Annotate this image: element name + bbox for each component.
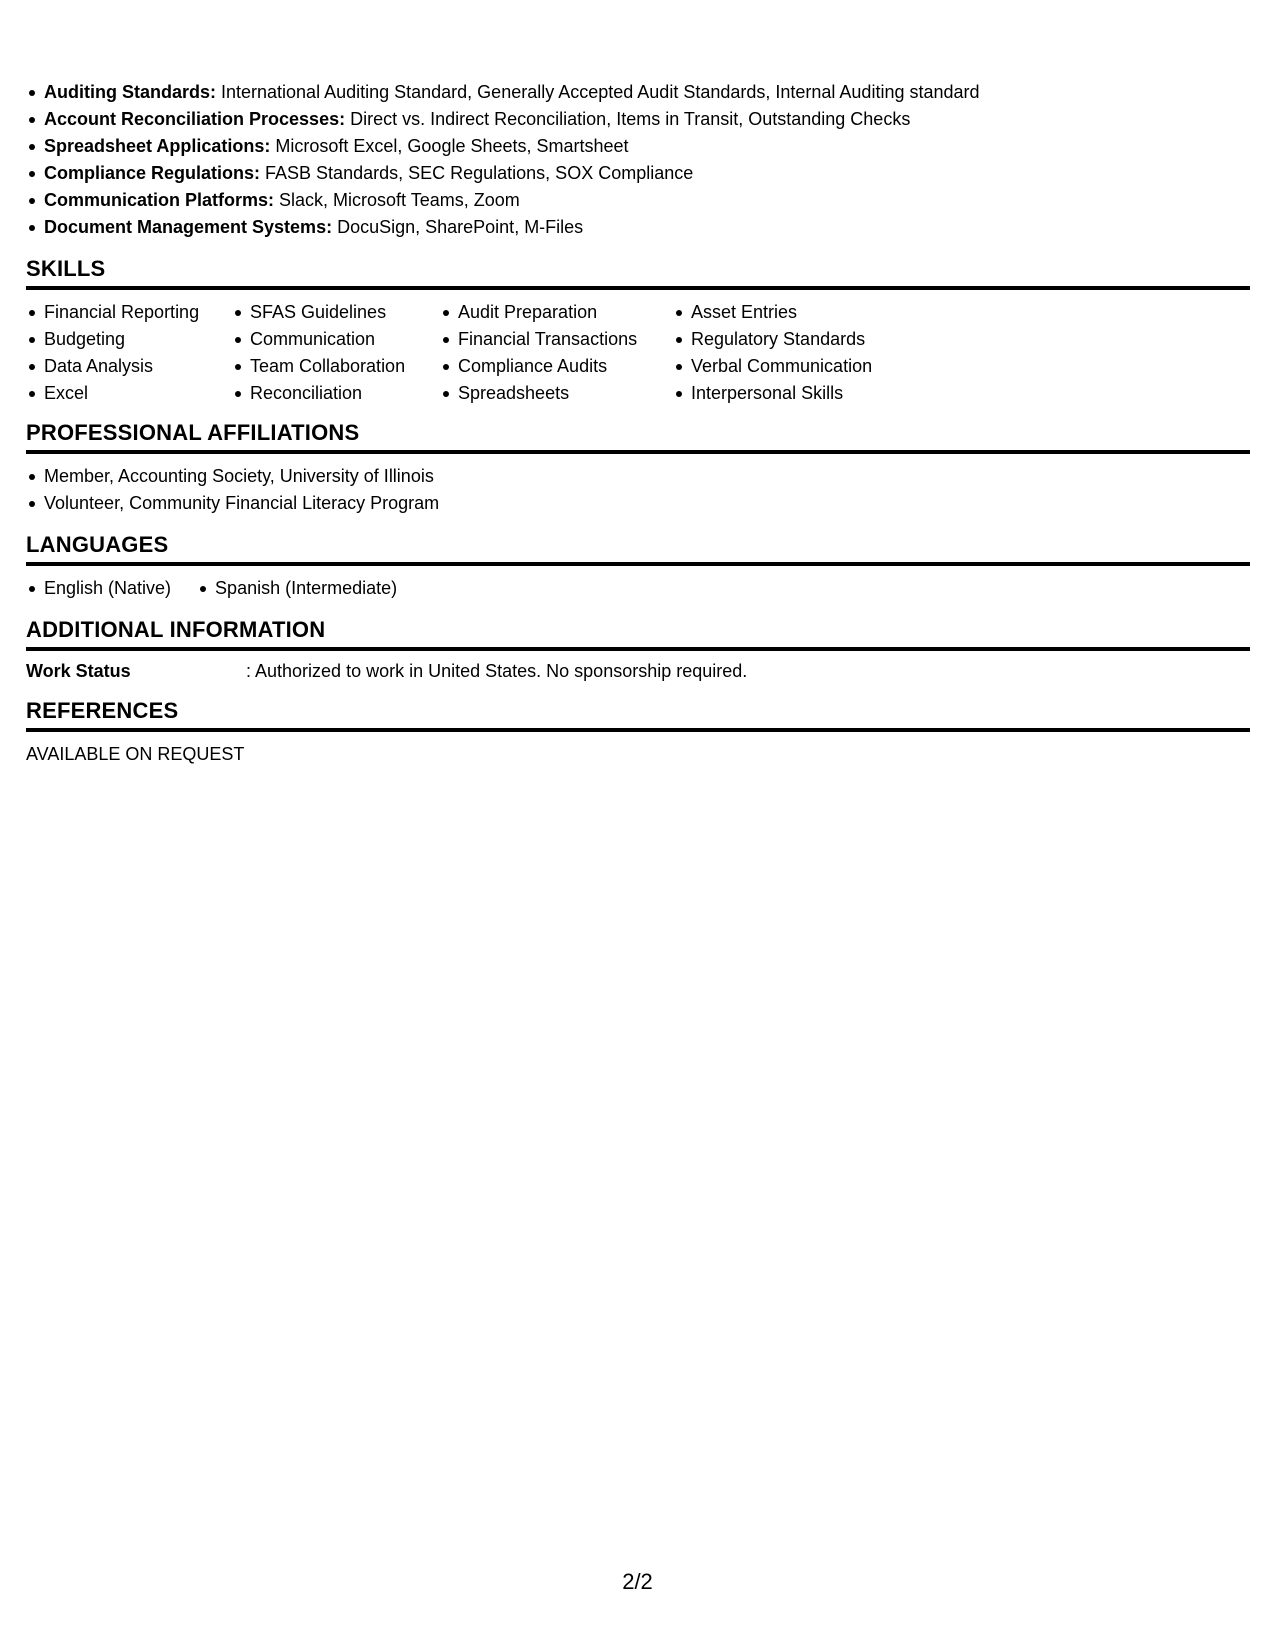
affiliation-item: Member, Accounting Society, University of Illinois (26, 463, 439, 490)
tool-value: Direct vs. Indirect Reconciliation, Items in Transit, Outstanding Checks (345, 109, 911, 129)
work-status-value: : Authorized to work in United States. No sponsorship required. (246, 661, 748, 681)
page-number: 2/2 (622, 1569, 653, 1594)
tools-list (26, 79, 980, 241)
skills-column (440, 299, 673, 407)
skill-item: Data Analysis (26, 353, 232, 380)
tool-item-compliance-regulations (26, 160, 980, 187)
skills-column (673, 299, 913, 407)
tool-value: FASB Standards, SEC Regulations, SOX Compliance (260, 163, 694, 183)
tool-value: International Auditing Standard, Generally Accepted Audit Standards, Internal Auditing standard (216, 82, 980, 102)
skill-item: Communication (232, 326, 440, 353)
tool-label: Auditing Standards: (44, 82, 216, 102)
language-item: Spanish (Intermediate) (197, 575, 397, 602)
skills-grid (26, 299, 913, 407)
skill-item: Excel (26, 380, 232, 407)
section-title-affiliations: PROFESSIONAL AFFILIATIONS (26, 420, 1250, 454)
skills-column (26, 299, 232, 407)
work-status-row (26, 658, 747, 685)
affiliations-list (26, 463, 439, 517)
tool-item-auditing-standards (26, 79, 980, 106)
tool-label: Communication Platforms: (44, 190, 275, 210)
tool-value: Microsoft Excel, Google Sheets, Smartsheet (270, 136, 629, 156)
tool-label: Spreadsheet Applications: (44, 136, 271, 156)
section-title-skills: SKILLS (26, 256, 1250, 290)
skill-item: Financial Transactions (440, 326, 673, 353)
skill-item: Asset Entries (673, 299, 913, 326)
tool-item-communication-platforms (26, 187, 980, 214)
tool-item-spreadsheet-applications (26, 133, 980, 160)
skill-item: Compliance Audits (440, 353, 673, 380)
language-item: English (Native) (26, 575, 171, 602)
work-status-label: Work Status (26, 661, 131, 681)
skill-item: Team Collaboration (232, 353, 440, 380)
languages-list (26, 575, 423, 602)
skill-item: Interpersonal Skills (673, 380, 913, 407)
skills-column (232, 299, 440, 407)
skill-item: Reconciliation (232, 380, 440, 407)
skill-item: Financial Reporting (26, 299, 232, 326)
tool-item-account-reconciliation (26, 106, 980, 133)
affiliation-item: Volunteer, Community Financial Literacy Program (26, 490, 439, 517)
section-title-languages: LANGUAGES (26, 532, 1250, 566)
references-text: AVAILABLE ON REQUEST (26, 744, 245, 764)
skill-item: Audit Preparation (440, 299, 673, 326)
skill-item: Verbal Communication (673, 353, 913, 380)
tool-value: DocuSign, SharePoint, M-Files (332, 217, 584, 237)
tool-item-document-management (26, 214, 980, 241)
skill-item: SFAS Guidelines (232, 299, 440, 326)
tool-label: Compliance Regulations: (44, 163, 261, 183)
skill-item: Regulatory Standards (673, 326, 913, 353)
skill-item: Budgeting (26, 326, 232, 353)
section-title-additional-information: ADDITIONAL INFORMATION (26, 617, 1250, 651)
skill-item: Spreadsheets (440, 380, 673, 407)
section-title-references: REFERENCES (26, 698, 1250, 732)
tool-label: Document Management Systems: (44, 217, 333, 237)
tool-value: Slack, Microsoft Teams, Zoom (274, 190, 520, 210)
tool-label: Account Reconciliation Processes: (44, 109, 346, 129)
